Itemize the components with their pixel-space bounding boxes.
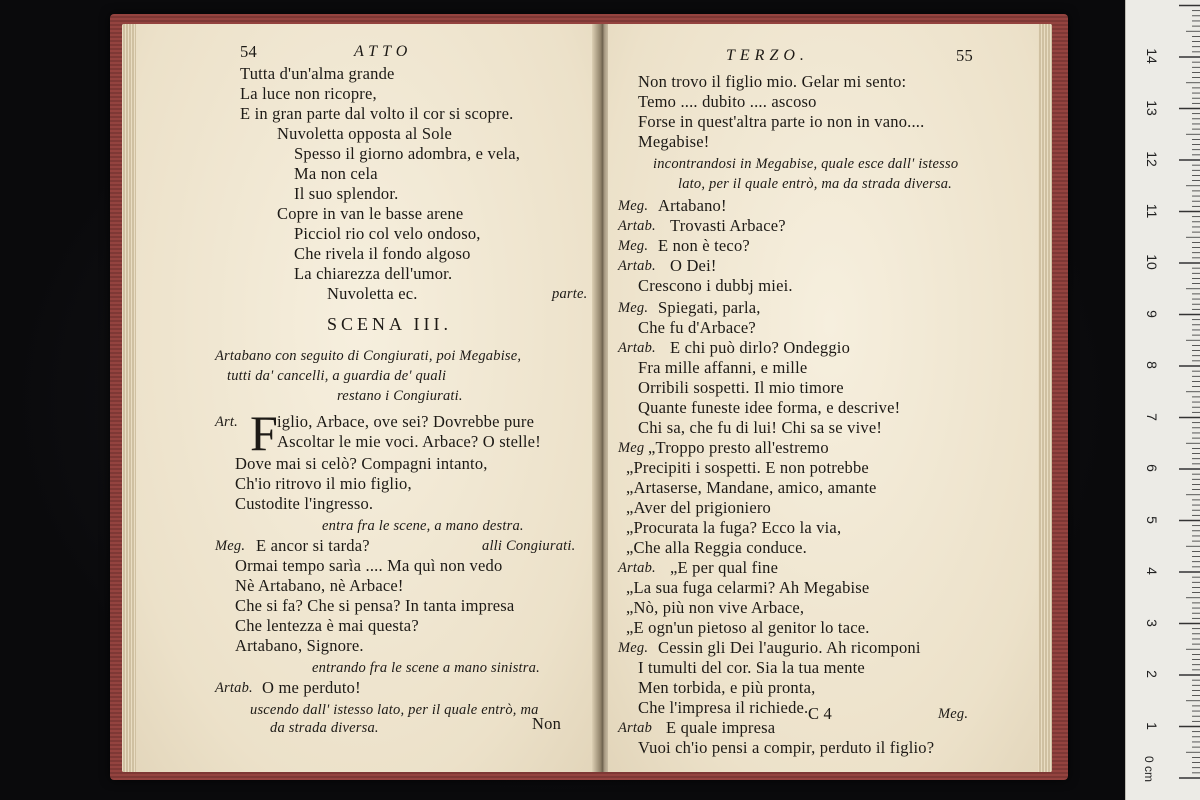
page-number: 54 xyxy=(240,42,257,61)
ruler-number: 3 xyxy=(1144,618,1160,627)
stage-direction: Artab. xyxy=(618,218,656,234)
verse-line: Temo .... dubito .... ascoso xyxy=(638,92,817,111)
verse-line: Fra mille affanni, e mille xyxy=(638,358,808,377)
verse-line: Vuoi ch'io pensi a compir, perduto il figlio? xyxy=(638,738,935,757)
running-head: TERZO. xyxy=(726,47,809,64)
stage-direction: lato, per il quale entrò, ma da strada diversa. xyxy=(678,176,953,192)
verse-line: Orribili sospetti. Il mio timore xyxy=(638,378,844,397)
verse-line: La luce non ricopre, xyxy=(240,84,377,103)
verse-line: Ma non cela xyxy=(294,164,378,183)
stage-direction: Meg. xyxy=(215,538,246,554)
verse-line: Forse in quest'altra parte io non in vano.... xyxy=(638,112,925,131)
ruler-ticks xyxy=(1126,0,1200,800)
ruler-number: 8 xyxy=(1144,361,1160,369)
signature-mark: C 4 xyxy=(808,704,832,723)
verse-line: La chiarezza dell'umor. xyxy=(294,264,453,283)
stage-direction: da strada diversa. xyxy=(270,720,379,736)
right-page-text xyxy=(608,24,1052,772)
verse-line: O Dei! xyxy=(670,256,717,275)
ruler-number: 11 xyxy=(1144,203,1160,218)
drop-cap-initial: F xyxy=(250,405,278,461)
stage-direction: uscendo dall' istesso lato, per il quale entrò, ma xyxy=(250,702,539,718)
ruler-number: 12 xyxy=(1144,151,1160,167)
stage-direction: Meg xyxy=(618,440,645,456)
verse-line: „Aver del prigioniero xyxy=(626,498,772,517)
verse-line: „Precipiti i sospetti. E non potrebbe xyxy=(626,458,869,477)
verse-line: SCENA III. xyxy=(327,314,452,334)
stage-direction: tutti da' cancelli, a guardia de' quali xyxy=(227,368,447,384)
ruler-number: 6 xyxy=(1144,464,1160,472)
verse-line: Custodite l'ingresso. xyxy=(235,494,374,513)
verse-line: Non xyxy=(532,714,562,733)
left-page xyxy=(122,24,596,772)
verse-line: Ormai tempo sarìa .... Ma quì non vedo xyxy=(235,556,503,575)
verse-line: Trovasti Arbace? xyxy=(670,216,786,235)
verse-line: Quante funeste idee forma, e descrive! xyxy=(638,398,901,417)
ruler-number: 14 xyxy=(1144,48,1160,64)
verse-line: Il suo splendor. xyxy=(294,184,399,203)
stage-direction: Meg. xyxy=(618,238,649,254)
verse-line: „E ogn'un pietoso al genitor lo tace. xyxy=(626,618,870,637)
ruler-number: 1 xyxy=(1144,721,1160,730)
verse-line: Nè Artabano, nè Arbace! xyxy=(235,576,404,595)
verse-line: Spesso il giorno adombra, e vela, xyxy=(294,144,521,163)
ruler-number: 13 xyxy=(1144,99,1160,116)
stage-direction: parte. xyxy=(552,286,588,302)
ruler-number: 5 xyxy=(1144,515,1160,524)
verse-line: „La sua fuga celarmi? Ah Megabise xyxy=(626,578,870,597)
ruler-unit-label: 0 cm xyxy=(1142,755,1156,782)
verse-line: iglio, Arbace, ove sei? Dovrebbe pure xyxy=(277,412,535,431)
verse-line: Picciol rio col velo ondoso, xyxy=(294,224,481,243)
ruler-number: 9 xyxy=(1144,309,1160,318)
verse-line: Che l'impresa il richiede. xyxy=(638,698,809,717)
stage-direction: Meg. xyxy=(618,198,649,214)
stage-direction: incontrandosi in Megabise, quale esce dall' istesso xyxy=(653,156,959,172)
verse-line: Crescono i dubbj miei. xyxy=(638,276,793,295)
ruler-number: 10 xyxy=(1144,254,1160,270)
verse-line: E quale impresa xyxy=(666,718,776,737)
stage-direction: entra fra le scene, a mano destra. xyxy=(322,518,524,534)
stage-direction: Meg. xyxy=(618,300,649,316)
verse-line: Copre in van le basse arene xyxy=(277,204,464,223)
catchword: Meg. xyxy=(938,706,969,722)
stage-direction: Artabano con seguito di Congiurati, poi Megabise, xyxy=(215,348,522,364)
verse-line: Spiegati, parla, xyxy=(658,298,761,317)
verse-line: „Artaserse, Mandane, amico, amante xyxy=(626,478,877,497)
ruler-number: 2 xyxy=(1144,670,1160,678)
verse-line: „Troppo presto all'estremo xyxy=(648,438,829,457)
verse-line: Chi sa, che fu di lui! Chi sa se vive! xyxy=(638,418,883,437)
running-head: ATTO xyxy=(354,43,413,60)
verse-line: Ascoltar le mie voci. Arbace? O stelle! xyxy=(277,432,541,451)
stage-direction: Artab. xyxy=(618,560,656,576)
verse-line: Megabise! xyxy=(638,132,710,151)
left-page-text xyxy=(122,24,596,772)
verse-line: Artabano, Signore. xyxy=(235,636,364,655)
verse-line: Non trovo il figlio mio. Gelar mi sento: xyxy=(638,72,907,91)
verse-line: Men torbida, e più pronta, xyxy=(638,678,816,697)
stage-direction: Artab. xyxy=(618,340,656,356)
stage-direction: alli Congiurati. xyxy=(482,538,576,554)
verse-line: „Che alla Reggia conduce. xyxy=(626,538,807,557)
verse-line: „E per qual fine xyxy=(670,558,779,577)
stage-direction: restano i Congiurati. xyxy=(337,388,463,404)
page-number: 55 xyxy=(956,46,973,65)
verse-line: Che lentezza è mai questa? xyxy=(235,616,419,635)
verse-line: Dove mai si celò? Compagni intanto, xyxy=(235,454,488,473)
stage-direction: entrando fra le scene a mano sinistra. xyxy=(312,660,540,676)
verse-line: Artabano! xyxy=(658,196,727,215)
stage-direction: Artab. xyxy=(618,258,656,274)
verse-line: E chi può dirlo? Ondeggio xyxy=(670,338,851,357)
verse-line: E non è teco? xyxy=(658,236,750,255)
verse-line: E in gran parte dal volto il cor si scopre. xyxy=(240,104,514,123)
stage-direction: Art. xyxy=(215,414,238,430)
ruler-number: 7 xyxy=(1144,412,1160,421)
verse-line: Che rivela il fondo algoso xyxy=(294,244,471,263)
verse-line: Nuvoletta opposta al Sole xyxy=(277,124,453,143)
verse-line: Che si fa? Che si pensa? In tanta impresa xyxy=(235,596,515,615)
verse-line: Nuvoletta ec. xyxy=(327,284,418,303)
stage-direction: Artab. xyxy=(215,680,253,696)
verse-line: E ancor si tarda? xyxy=(256,536,370,555)
verse-line: Tutta d'un'alma grande xyxy=(240,64,395,83)
verse-line: Che fu d'Arbace? xyxy=(638,318,756,337)
ruler-number: 4 xyxy=(1144,567,1160,575)
verse-line: Cessin gli Dei l'augurio. Ah ricomponi xyxy=(658,638,921,657)
stage-direction: Artab xyxy=(618,720,653,736)
verse-line: „Nò, più non vive Arbace, xyxy=(626,598,805,617)
verse-line: I tumulti del cor. Sia la tua mente xyxy=(638,658,865,677)
stage-direction: Meg. xyxy=(618,640,649,656)
verse-line: „Procurata la fuga? Ecco la via, xyxy=(626,518,842,537)
verse-line: Ch'io ritrovo il mio figlio, xyxy=(235,474,412,493)
verse-line: O me perduto! xyxy=(262,678,361,697)
measurement-ruler xyxy=(1125,0,1200,800)
right-page xyxy=(608,24,1052,772)
